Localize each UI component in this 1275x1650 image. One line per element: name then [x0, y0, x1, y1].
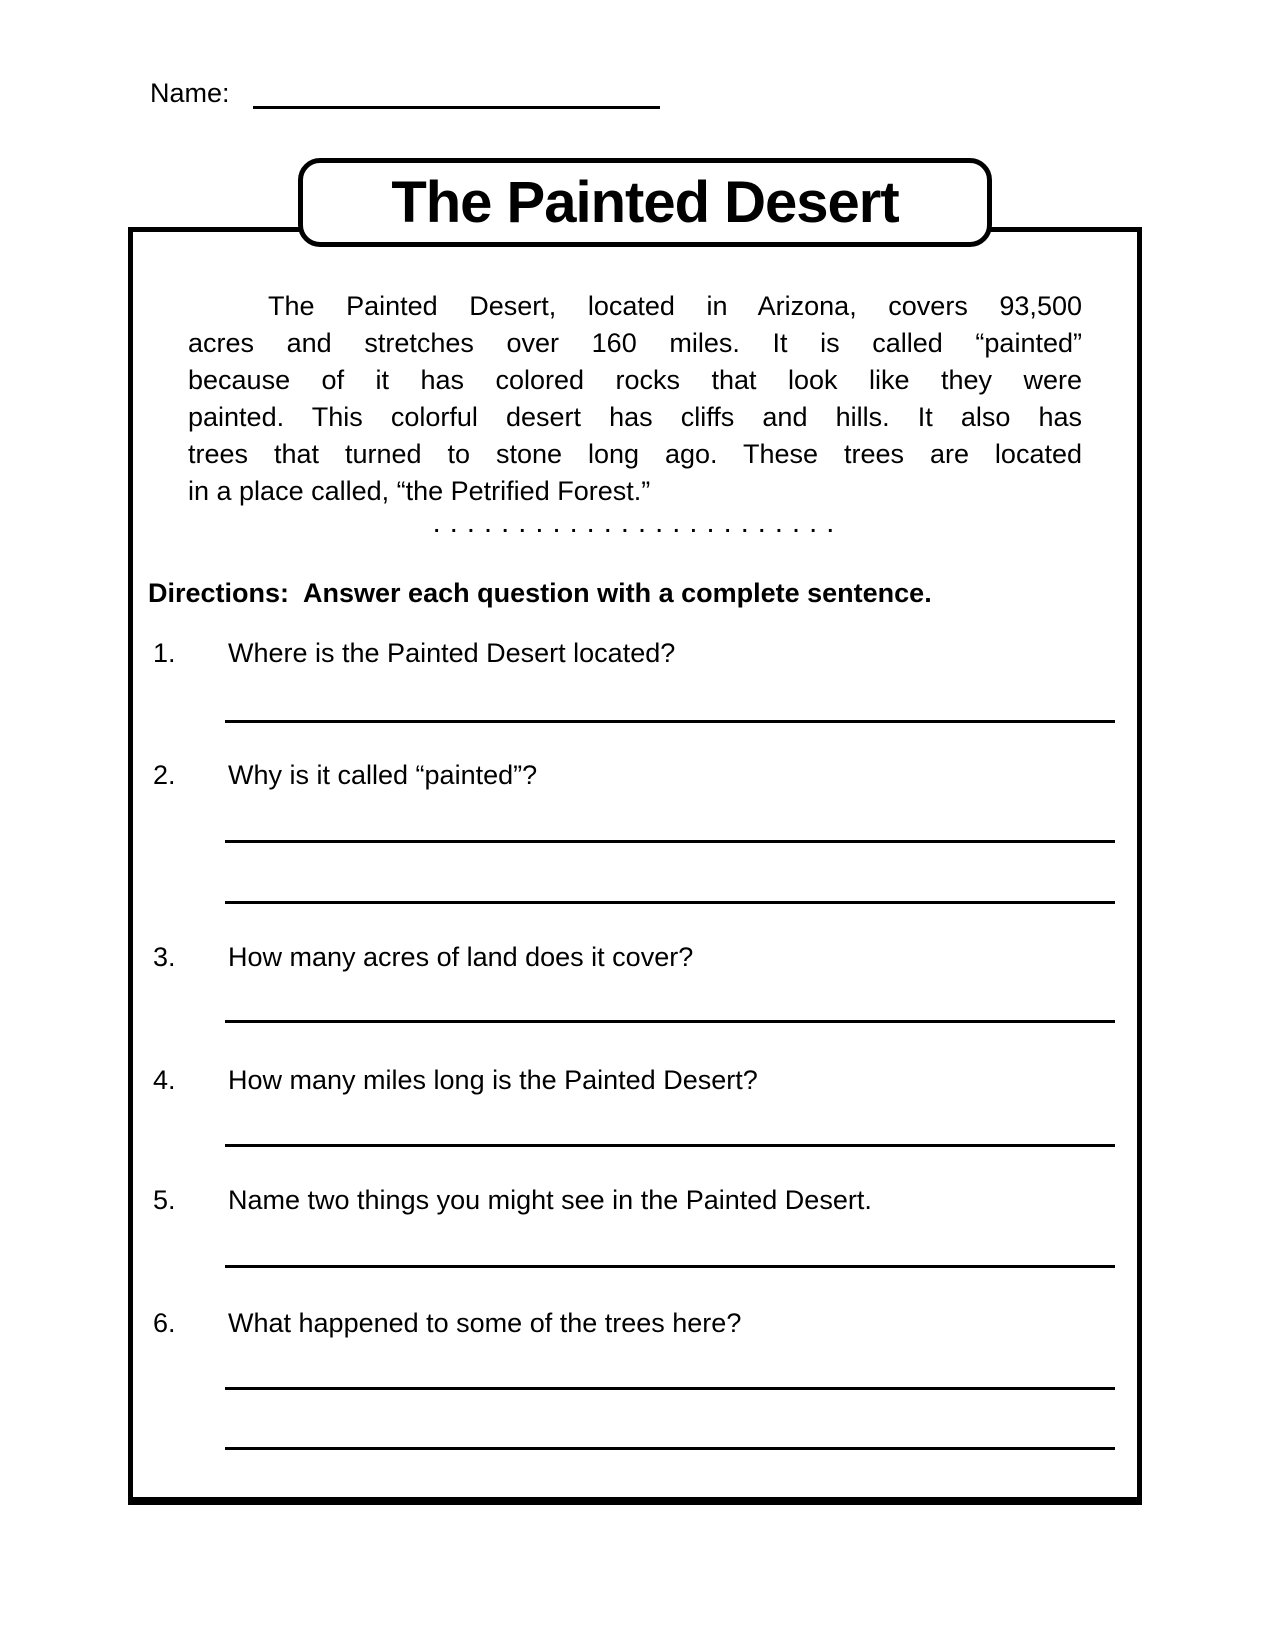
question-6 — [133, 1308, 1137, 1450]
question-1-row — [133, 638, 1137, 668]
directions-text: Directions: Answer each question with a complete sentence. — [148, 578, 932, 608]
question-6-text: What happened to some of the trees here? — [228, 1308, 742, 1338]
question-6-row — [133, 1308, 1137, 1338]
question-1-number: 1. — [153, 638, 176, 668]
name-label: Name: — [150, 78, 230, 108]
question-4-text: How many miles long is the Painted Desert? — [228, 1065, 758, 1095]
page-title: The Painted Desert — [391, 170, 899, 235]
question-6-number: 6. — [153, 1308, 176, 1338]
answer-line-q6-2[interactable] — [225, 1447, 1115, 1450]
answer-line-q1-1[interactable] — [225, 720, 1115, 723]
question-1 — [133, 638, 1137, 723]
question-2-text: Why is it called “painted”? — [228, 760, 538, 790]
question-5-row — [133, 1185, 1137, 1215]
answer-line-q4-1[interactable] — [225, 1144, 1115, 1147]
question-2-number: 2. — [153, 760, 176, 790]
reading-passage — [188, 288, 1082, 510]
question-2-row — [133, 760, 1137, 790]
question-4 — [133, 1065, 1137, 1147]
passage-line: The Painted Desert, located in Arizona, covers 93,500 — [268, 291, 1082, 321]
question-3 — [133, 942, 1137, 1023]
passage-line: trees that turned to stone long ago. These trees are located — [188, 439, 1082, 469]
question-5 — [133, 1185, 1137, 1268]
title-box — [298, 158, 992, 247]
question-5-text: Name two things you might see in the Painted Desert. — [228, 1185, 872, 1215]
question-4-row — [133, 1065, 1137, 1095]
worksheet-body — [128, 227, 1142, 1505]
answer-line-q3-1[interactable] — [225, 1020, 1115, 1023]
answer-line-q2-2[interactable] — [225, 901, 1115, 904]
question-2 — [133, 760, 1137, 904]
passage-line: painted. This colorful desert has cliffs and hills. It also has — [188, 402, 1082, 432]
passage-line: in a place called, “the Petrified Forest.” — [188, 476, 651, 506]
passage-line: because of it has colored rocks that look like they were — [188, 365, 1082, 395]
name-blank-line[interactable] — [253, 76, 660, 109]
answer-line-q6-1[interactable] — [225, 1387, 1115, 1390]
answer-line-q5-1[interactable] — [225, 1265, 1115, 1268]
question-5-number: 5. — [153, 1185, 176, 1215]
question-4-number: 4. — [153, 1065, 176, 1095]
dotted-separator: . . . . . . . . . . . . . . . . . . . . . . . . — [433, 515, 837, 537]
answer-line-q2-1[interactable] — [225, 840, 1115, 843]
passage-line: acres and stretches over 160 miles. It is called “painted” — [188, 328, 1082, 358]
question-3-number: 3. — [153, 942, 176, 972]
question-3-text: How many acres of land does it cover? — [228, 942, 694, 972]
question-3-row — [133, 942, 1137, 972]
question-1-text: Where is the Painted Desert located? — [228, 638, 676, 668]
